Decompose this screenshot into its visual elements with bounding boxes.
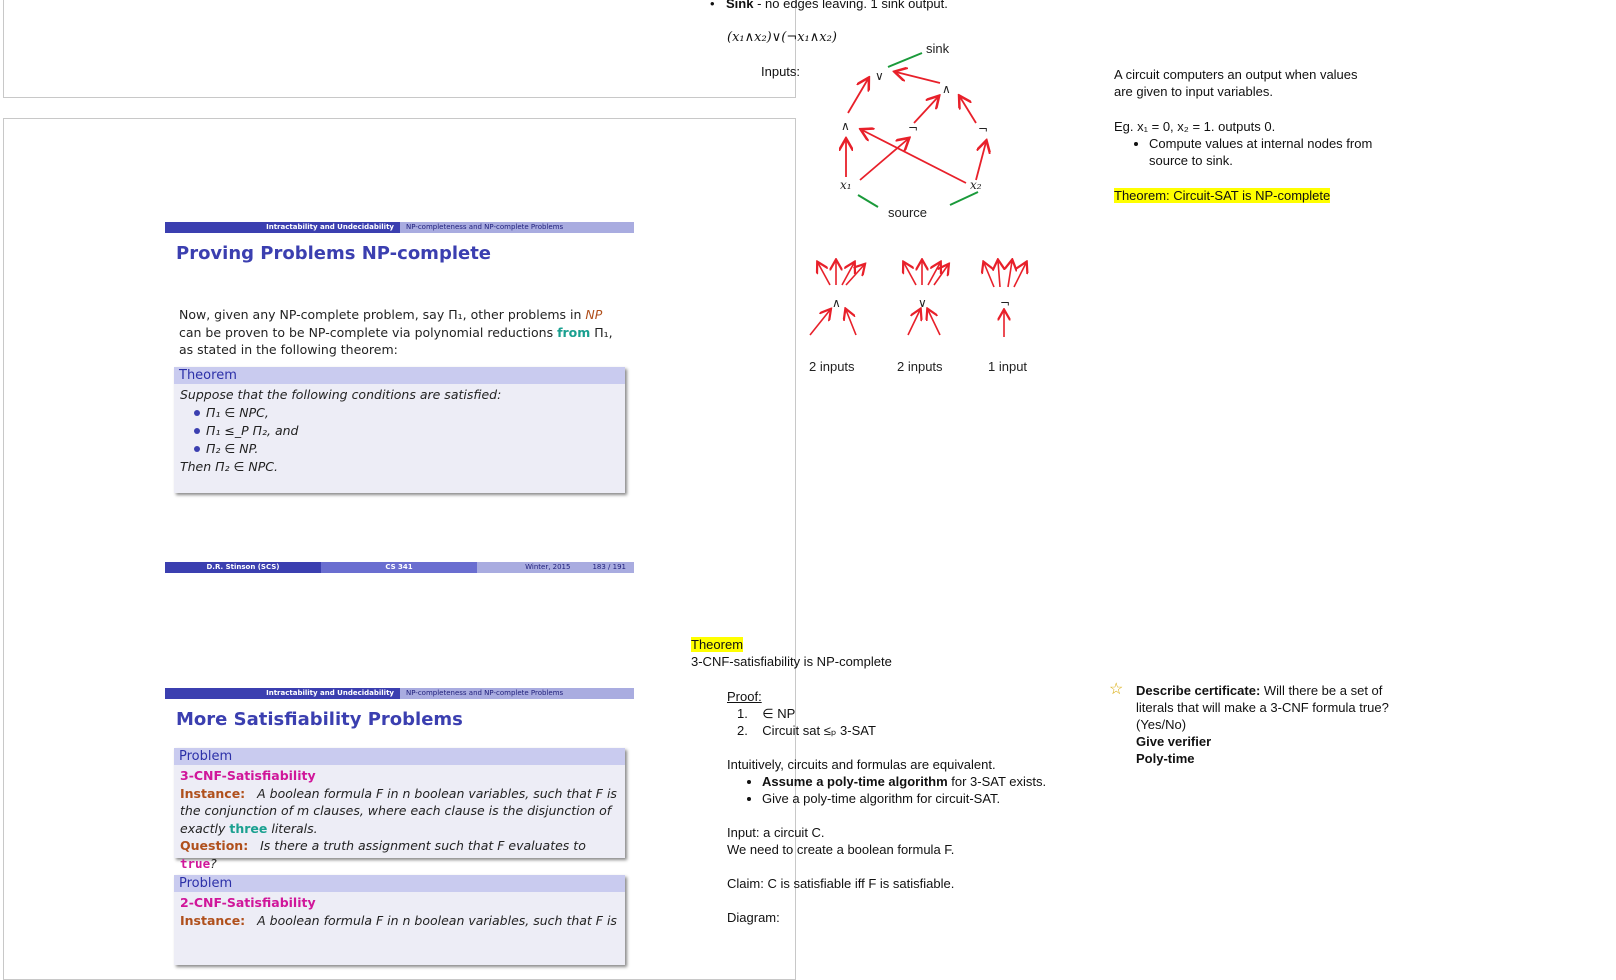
slide1-footline: D.R. Stinson (SCS) CS 341 Winter, 2015 183 / 191 bbox=[165, 562, 634, 573]
star-icon: ☆ bbox=[1109, 681, 1124, 698]
slide2-title: More Satisfiability Problems bbox=[176, 709, 463, 730]
and-gate-top: ∧ bbox=[942, 82, 951, 96]
problem-2cnf-name: 2-CNF-Satisfiability bbox=[180, 895, 316, 910]
and-gate-left: ∧ bbox=[841, 119, 850, 133]
theorem-lead: Suppose that the following conditions are satisfied: bbox=[180, 387, 502, 402]
certificate-notes bbox=[1109, 682, 1389, 767]
slide2-headline: Intractability and Undecidability NP-completeness and NP-complete Problems bbox=[165, 688, 634, 699]
problem-3cnf-question: Question: Is there a truth assignment such that F evaluates to true? bbox=[180, 838, 586, 871]
claim-line: Claim: C is satisfiable iff F is satisfiable. bbox=[727, 876, 955, 891]
legend-or-out3 bbox=[928, 263, 940, 285]
legend-and-out4 bbox=[846, 265, 864, 285]
arrow-x1-to-not bbox=[860, 139, 908, 180]
legend-not-out1 bbox=[984, 263, 994, 287]
arrow-x2-to-not2 bbox=[976, 142, 986, 180]
legend-or-symbol: ∨ bbox=[918, 296, 927, 310]
theorem-3cnf: Theorem 3-CNF-satisfiability is NP-complete bbox=[691, 637, 892, 669]
legend-not-symbol: ¬ bbox=[1000, 296, 1011, 310]
notebook-page-top bbox=[3, 0, 796, 98]
circuit-sat-theorem: Theorem: Circuit-SAT is NP-complete bbox=[1114, 188, 1331, 203]
problem-3cnf-title: Problem bbox=[174, 748, 625, 765]
problem-2cnf-title: Problem bbox=[174, 875, 625, 892]
x2-input: x₂ bbox=[970, 178, 982, 192]
or-gate: ∨ bbox=[875, 69, 884, 83]
condition-3: Π₂ ∈ NP. bbox=[180, 440, 619, 458]
theorem-conclusion: Then Π₂ ∈ NPC. bbox=[180, 459, 278, 474]
input-line: Input: a circuit C. bbox=[727, 825, 825, 840]
intuition-bullet-1: • Assume a poly-time algorithm for 3-SAT exists. bbox=[762, 773, 1067, 790]
legend-not-out2 bbox=[998, 261, 1000, 287]
circuit-description: A circuit computers an output when values are given to input variables. bbox=[1114, 67, 1358, 99]
legend-and-in1 bbox=[810, 310, 830, 335]
source-label: source bbox=[888, 205, 928, 220]
example-bullet: • Compute values at internal nodes from source to sink. bbox=[1149, 135, 1384, 169]
not-gate-right: ¬ bbox=[978, 122, 989, 136]
legend-or-out1 bbox=[904, 263, 916, 285]
example-line: Eg. x₁ = 0, x₂ = 1. outputs 0. bbox=[1114, 119, 1276, 134]
sink-edge bbox=[888, 53, 922, 67]
slide1-title: Proving Problems NP-complete bbox=[176, 243, 492, 264]
legend-not-out3 bbox=[1008, 261, 1012, 287]
legend-and-out1 bbox=[818, 263, 830, 285]
proof-label: Proof: bbox=[727, 689, 762, 704]
arrow-not2-to-and bbox=[960, 97, 976, 123]
intuition-bullet-2: • Give a poly-time algorithm for circuit-SAT. bbox=[762, 790, 1067, 807]
condition-2: Π₁ ≤_P Π₂, and bbox=[180, 422, 619, 440]
legend-or-out4 bbox=[934, 265, 948, 285]
intuition-line: Intuitively, circuits and formulas are equivalent. bbox=[727, 757, 996, 772]
problem-2cnf-block bbox=[174, 875, 625, 965]
source-edge-right bbox=[950, 192, 978, 205]
x1-input: x₁ bbox=[840, 178, 852, 192]
arrow-not-to-and bbox=[914, 97, 938, 123]
legend-and-in2 bbox=[846, 310, 856, 335]
legend-or-in1 bbox=[908, 310, 920, 335]
proof-notes bbox=[727, 688, 1067, 926]
inputs-label: Inputs: bbox=[761, 64, 801, 79]
poly-time: Poly-time bbox=[1136, 751, 1195, 766]
proof-step-1: 1. ∈ NP bbox=[737, 706, 796, 721]
source-edge-left bbox=[858, 195, 878, 207]
condition-1: Π₁ ∈ NPC, bbox=[180, 404, 619, 422]
need-line: We need to create a boolean formula F. bbox=[727, 842, 955, 857]
example-formula: (x₁∧x₂)∨(¬x₁∧x₂) bbox=[727, 30, 837, 45]
diagram-label: Diagram: bbox=[727, 910, 780, 925]
legend-not-out4 bbox=[1014, 263, 1026, 287]
arrow-and-to-or bbox=[848, 79, 868, 113]
example-evaluation bbox=[1114, 118, 1384, 169]
circuit-diagram bbox=[800, 35, 1060, 380]
not-gate-left: ¬ bbox=[908, 121, 919, 135]
slide1-intro: Now, given any NP-complete problem, say Π₁, other problems in NP can be proven to be NP-complete via polynomial reductions from Π₁, as stated in the following theorem: bbox=[179, 307, 613, 357]
problem-3cnf-instance: Instance: A boolean formula F in n boolean variables, such that F is the conjunction of m clauses, where each clause is the disjunction of exactly three literals. bbox=[180, 785, 617, 836]
legend-not-caption: 1 input bbox=[988, 359, 1028, 374]
sink-label: sink bbox=[926, 41, 950, 56]
legend-and-caption: 2 inputs bbox=[809, 359, 855, 374]
give-verifier: Give verifier bbox=[1136, 734, 1212, 749]
arrow-and-to-or-2 bbox=[896, 72, 940, 83]
arrow-x2-to-and bbox=[862, 130, 966, 183]
slide1-headline: Intractability and Undecidability NP-completeness and NP-complete Problems bbox=[165, 222, 634, 233]
legend-or-in2 bbox=[928, 310, 940, 335]
proof-step-2: 2. Circuit sat ≤ₚ 3-SAT bbox=[737, 723, 876, 738]
problem-3cnf-block bbox=[174, 748, 625, 871]
theorem-block-title: Theorem bbox=[174, 367, 625, 384]
legend-or-caption: 2 inputs bbox=[897, 359, 943, 374]
legend-and-symbol: ∧ bbox=[832, 296, 841, 310]
theorem-block bbox=[174, 367, 625, 493]
problem-3cnf-name: 3-CNF-Satisfiability bbox=[180, 768, 316, 783]
problem-2cnf-instance: Instance: A boolean formula F in n boolean variables, such that F is bbox=[180, 912, 617, 928]
describe-certificate: Describe certificate: Will there be a set of literals that will make a 3-CNF formula true? (Yes/No) bbox=[1136, 683, 1389, 732]
